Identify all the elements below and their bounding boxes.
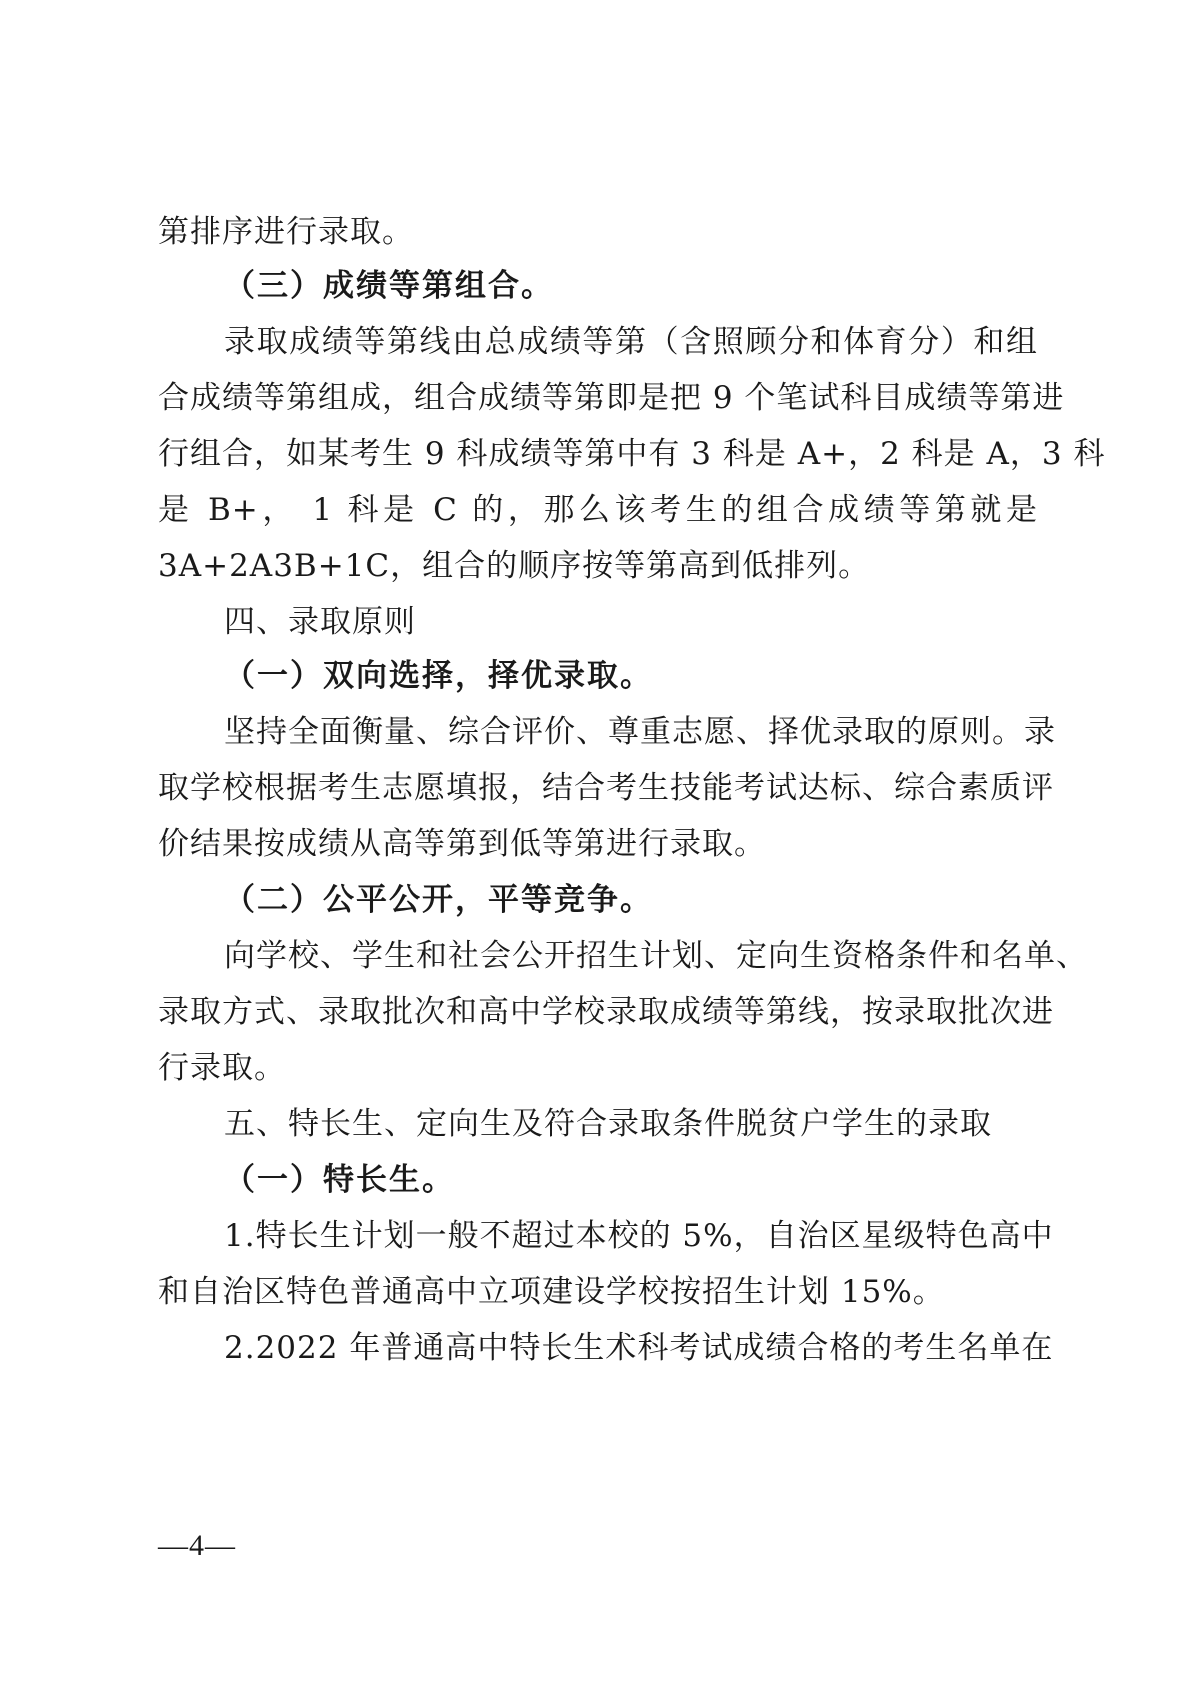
- subsection-heading: （二）公平公开，平等竞争。: [224, 882, 653, 918]
- body-text-line: 价结果按成绩从高等第到低等第进行录取。: [158, 826, 766, 862]
- body-text-line: 录取方式、录取批次和高中学校录取成绩等第线，按录取批次进: [158, 994, 1054, 1030]
- body-text-line: 录取成绩等第线由总成绩等第（含照顾分和体育分）和组: [224, 324, 1038, 360]
- body-text-line: 行组合，如某考生 9 科成绩等第中有 3 科是 A+，2 科是 A，3 科: [158, 436, 1106, 472]
- page-number: —4—: [158, 1529, 236, 1562]
- body-text-line: 第排序进行录取。: [158, 214, 414, 250]
- body-text-line: 1.特长生计划一般不超过本校的 5%，自治区星级特色高中: [224, 1218, 1054, 1254]
- body-text-line: 行录取。: [158, 1050, 286, 1086]
- subsection-heading: （一）双向选择，择优录取。: [224, 658, 653, 694]
- body-text-line: 合成绩等第组成，组合成绩等第即是把 9 个笔试科目成绩等第进: [158, 380, 1065, 416]
- body-text-line: 向学校、学生和社会公开招生计划、定向生资格条件和名单、: [224, 938, 1088, 974]
- section-heading: 五、特长生、定向生及符合录取条件脱贫户学生的录取: [224, 1106, 992, 1142]
- body-text-line: 3A+2A3B+1C，组合的顺序按等第高到低排列。: [158, 548, 871, 584]
- body-text-line: 取学校根据考生志愿填报，结合考生技能考试达标、综合素质评: [158, 770, 1054, 806]
- body-text-line: 2.2022 年普通高中特长生术科考试成绩合格的考生名单在: [224, 1330, 1054, 1366]
- body-text-line: 和自治区特色普通高中立项建设学校按招生计划 15%。: [158, 1274, 945, 1310]
- section-heading: 四、录取原则: [224, 604, 416, 640]
- subsection-heading: （三）成绩等第组合。: [224, 268, 554, 304]
- subsection-heading: （一）特长生。: [224, 1162, 455, 1198]
- body-text-line: 是 B+， 1 科是 C 的，那么该考生的组合成绩等第就是: [158, 492, 1038, 528]
- body-text-line: 坚持全面衡量、综合评价、尊重志愿、择优录取的原则。录: [224, 714, 1056, 750]
